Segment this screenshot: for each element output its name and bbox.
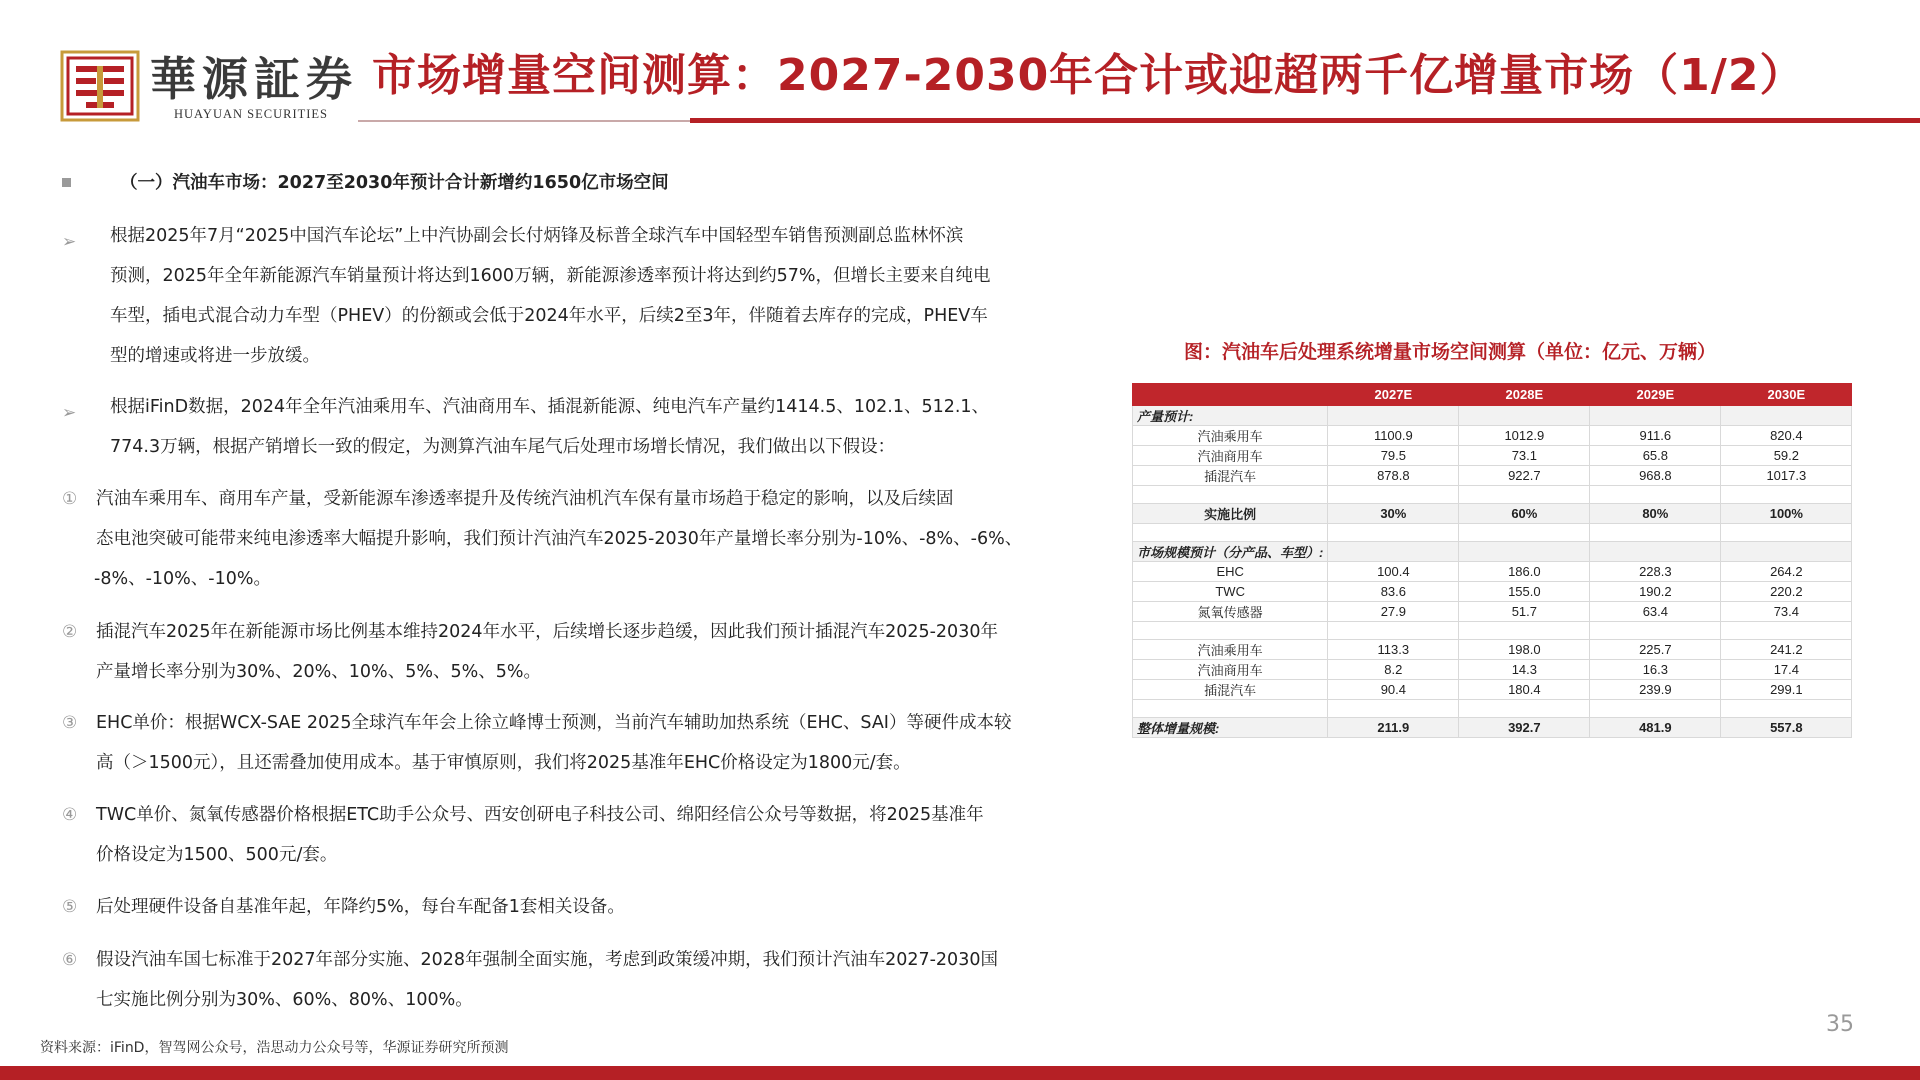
table-cell	[1590, 406, 1721, 426]
value-cell: 59.2	[1721, 446, 1852, 466]
value-cell: 878.8	[1328, 466, 1459, 486]
value-cell: 1017.3	[1721, 466, 1852, 486]
value-cell: 557.8	[1721, 718, 1852, 738]
value-cell: 299.1	[1721, 680, 1852, 700]
paragraph-ifind-data	[110, 387, 1110, 467]
assumption-item	[96, 887, 1096, 927]
footer-bar	[0, 1066, 1920, 1080]
value-cell: 51.7	[1459, 602, 1590, 622]
table-spacer-row	[1133, 622, 1852, 640]
market-estimate-table	[1132, 383, 1852, 738]
row-label: EHC	[1133, 562, 1328, 582]
table-cell	[1328, 486, 1459, 504]
row-label: 汽油乘用车	[1133, 426, 1328, 446]
table-spacer-row	[1133, 486, 1852, 504]
value-cell: 264.2	[1721, 562, 1852, 582]
table-spacer-row	[1133, 524, 1852, 542]
table-row	[1133, 562, 1852, 582]
value-cell: 1100.9	[1328, 426, 1459, 446]
table-cell	[1459, 700, 1590, 718]
value-cell: 180.4	[1459, 680, 1590, 700]
value-cell: 8.2	[1328, 660, 1459, 680]
text-line: TWC单价、氮氧传感器价格根据ETC助手公众号、西安创研电子科技公司、绵阳经信公众号等数据，将2025基准年	[96, 805, 984, 825]
text-line: 插混汽车2025年在新能源市场比例基本维持2024年水平，后续增长逐步趋缓，因此我们预计插混汽车2025-2030年	[96, 622, 998, 642]
text-line: 七实施比例分别为30%、60%、80%、100%。	[96, 990, 473, 1010]
value-cell: 190.2	[1590, 582, 1721, 602]
text-line: 态电池突破可能带来纯电渗透率大幅提升影响，我们预计汽油汽车2025-2030年产量增长率分别为-10%、-8%、-6%、	[96, 529, 1023, 549]
assumption-number: ②	[62, 622, 78, 642]
table-cell	[1459, 406, 1590, 426]
text-line: EHC单价：根据WCX-SAE 2025全球汽车年会上徐立峰博士预测，当前汽车辅助加热系统（EHC、SAI）等硬件成本较	[96, 713, 1012, 733]
value-cell: 16.3	[1590, 660, 1721, 680]
table-cell	[1721, 486, 1852, 504]
table-row	[1133, 680, 1852, 700]
value-cell: 73.4	[1721, 602, 1852, 622]
table-row	[1133, 426, 1852, 446]
row-label: 氮氧传感器	[1133, 602, 1328, 622]
section-label: 市场规模预计（分产品、车型）:	[1133, 542, 1328, 562]
value-cell: 968.8	[1590, 466, 1721, 486]
table-cell	[1721, 542, 1852, 562]
text-line: 高（＞1500元），且还需叠加使用成本。基于审慎原则，我们将2025基准年EHC价格设定为1800元/套。	[96, 753, 911, 773]
page-number: 35	[1826, 1012, 1854, 1037]
value-cell: 30%	[1328, 504, 1459, 524]
value-cell: 1012.9	[1459, 426, 1590, 446]
row-label: 插混汽车	[1133, 680, 1328, 700]
value-cell: 392.7	[1459, 718, 1590, 738]
row-label: 汽油乘用车	[1133, 640, 1328, 660]
square-bullet-icon	[62, 178, 71, 187]
table-cell	[1459, 486, 1590, 504]
value-cell: 14.3	[1459, 660, 1590, 680]
value-cell: 73.1	[1459, 446, 1590, 466]
section-label: 产量预计:	[1133, 406, 1328, 426]
value-cell: 155.0	[1459, 582, 1590, 602]
assumption-number: ③	[62, 713, 78, 733]
column-header	[1133, 384, 1328, 406]
value-cell: 113.3	[1328, 640, 1459, 660]
table-spacer-row	[1133, 700, 1852, 718]
value-cell: 27.9	[1328, 602, 1459, 622]
text-line: 型的增速或将进一步放缓。	[110, 346, 320, 366]
header-accent-bar	[690, 118, 1920, 123]
value-cell: 100.4	[1328, 562, 1459, 582]
table-total-row	[1133, 718, 1852, 738]
assumption-number: ①	[62, 489, 78, 509]
table-cell	[1328, 406, 1459, 426]
text-line: 车型，插电式混合动力车型（PHEV）的份额或会低于2024年水平，后续2至3年，伴随着去库存的完成，PHEV车	[110, 306, 988, 326]
text-line: 774.3万辆，根据产销增长一致的假定，为测算汽油车尾气后处理市场增长情况，我们做出以下假设：	[110, 437, 896, 457]
assumption-item	[96, 703, 1096, 783]
table-cell	[1459, 524, 1590, 542]
table-cell	[1590, 542, 1721, 562]
text-line: 根据iFinD数据，2024年全年汽油乘用车、汽油商用车、插混新能源、纯电汽车产量约1414.5、102.1、512.1、	[110, 397, 990, 417]
value-cell: 225.7	[1590, 640, 1721, 660]
table-cell	[1590, 524, 1721, 542]
section-heading: （一）汽油车市场：2027至2030年预计合计新增约1650亿市场空间	[120, 173, 669, 193]
value-cell: 481.9	[1590, 718, 1721, 738]
value-cell: 79.5	[1328, 446, 1459, 466]
table-section-row	[1133, 406, 1852, 426]
source-note: 资料来源：iFinD，智驾网公众号，浩思动力公众号等，华源证券研究所预测	[40, 1040, 509, 1056]
value-cell: 198.0	[1459, 640, 1590, 660]
assumption-item	[96, 940, 1096, 1020]
assumption-number: ④	[62, 805, 78, 825]
assumption-item	[96, 612, 1096, 692]
table-cell	[1721, 622, 1852, 640]
table-cell	[1328, 524, 1459, 542]
table-header-row	[1133, 384, 1852, 406]
column-header: 2027E	[1328, 384, 1459, 406]
table-cell	[1721, 700, 1852, 718]
table-cell	[1328, 700, 1459, 718]
text-line: 价格设定为1500、500元/套。	[96, 845, 338, 865]
column-header: 2030E	[1721, 384, 1852, 406]
table-row	[1133, 602, 1852, 622]
table-cell	[1590, 622, 1721, 640]
row-label: 实施比例	[1133, 504, 1328, 524]
value-cell: 100%	[1721, 504, 1852, 524]
table-cell	[1328, 622, 1459, 640]
value-cell: 220.2	[1721, 582, 1852, 602]
text-line: 预测，2025年全年新能源汽车销量预计将达到1600万辆，新能源渗透率预计将达到约57%，但增长主要来自纯电	[110, 266, 991, 286]
assumption-item	[96, 479, 1096, 599]
table-cell	[1590, 486, 1721, 504]
table-cell	[1133, 524, 1328, 542]
paragraph-forecast	[110, 216, 1110, 376]
table-cell	[1459, 622, 1590, 640]
table-cell	[1590, 700, 1721, 718]
table-row	[1133, 640, 1852, 660]
value-cell: 922.7	[1459, 466, 1590, 486]
table-section-row	[1133, 542, 1852, 562]
table-row	[1133, 466, 1852, 486]
row-label: 插混汽车	[1133, 466, 1328, 486]
assumption-number: ⑤	[62, 897, 78, 917]
value-cell: 186.0	[1459, 562, 1590, 582]
assumption-number: ⑥	[62, 950, 78, 970]
column-header: 2029E	[1590, 384, 1721, 406]
table-cell	[1459, 542, 1590, 562]
brand-name-english: HUAYUAN SECURITIES	[174, 107, 329, 121]
table-row	[1133, 504, 1852, 524]
value-cell: 83.6	[1328, 582, 1459, 602]
arrow-bullet-icon: ➢	[62, 232, 77, 252]
value-cell: 90.4	[1328, 680, 1459, 700]
text-line: 假设汽油车国七标准于2027年部分实施、2028年强制全面实施，考虑到政策缓冲期，我们预计汽油车2027-2030国	[96, 950, 998, 970]
row-label: 汽油商用车	[1133, 660, 1328, 680]
table-cell	[1133, 486, 1328, 504]
assumption-item	[96, 795, 1096, 875]
row-label: 整体增量规模:	[1133, 718, 1328, 738]
value-cell: 228.3	[1590, 562, 1721, 582]
column-header: 2028E	[1459, 384, 1590, 406]
table-title: 图：汽油车后处理系统增量市场空间测算（单位：亿元、万辆）	[1184, 341, 1717, 363]
value-cell: 80%	[1590, 504, 1721, 524]
value-cell: 911.6	[1590, 426, 1721, 446]
table-row	[1133, 660, 1852, 680]
table-cell	[1721, 406, 1852, 426]
arrow-bullet-icon: ➢	[62, 403, 77, 423]
value-cell: 65.8	[1590, 446, 1721, 466]
table-cell	[1721, 524, 1852, 542]
table-cell	[1133, 700, 1328, 718]
page-title: 市场增量空间测算：2027-2030年合计或迎超两千亿增量市场（1/2）	[372, 50, 1805, 101]
text-line: 根据2025年7月“2025中国汽车论坛”上中汽协副会长付炳锋及标普全球汽车中国轻型车销售预测副总监林怀滨	[110, 226, 964, 246]
text-line: -8%、-10%、-10%。	[94, 569, 271, 589]
row-label: TWC	[1133, 582, 1328, 602]
table-cell	[1328, 542, 1459, 562]
huayuan-logo-icon	[60, 50, 140, 122]
table-cell	[1133, 622, 1328, 640]
text-line: 产量增长率分别为30%、20%、10%、5%、5%、5%。	[96, 662, 541, 682]
value-cell: 17.4	[1721, 660, 1852, 680]
text-line: 后处理硬件设备自基准年起，年降约5%，每台车配备1套相关设备。	[96, 897, 625, 917]
value-cell: 241.2	[1721, 640, 1852, 660]
brand-name: 華源証券	[150, 52, 358, 106]
value-cell: 60%	[1459, 504, 1590, 524]
value-cell: 63.4	[1590, 602, 1721, 622]
value-cell: 211.9	[1328, 718, 1459, 738]
text-line: 汽油车乘用车、商用车产量，受新能源车渗透率提升及传统汽油机汽车保有量市场趋于稳定的影响，以及后续固	[96, 489, 954, 509]
value-cell: 239.9	[1590, 680, 1721, 700]
row-label: 汽油商用车	[1133, 446, 1328, 466]
value-cell: 820.4	[1721, 426, 1852, 446]
table-row	[1133, 582, 1852, 602]
table-row	[1133, 446, 1852, 466]
